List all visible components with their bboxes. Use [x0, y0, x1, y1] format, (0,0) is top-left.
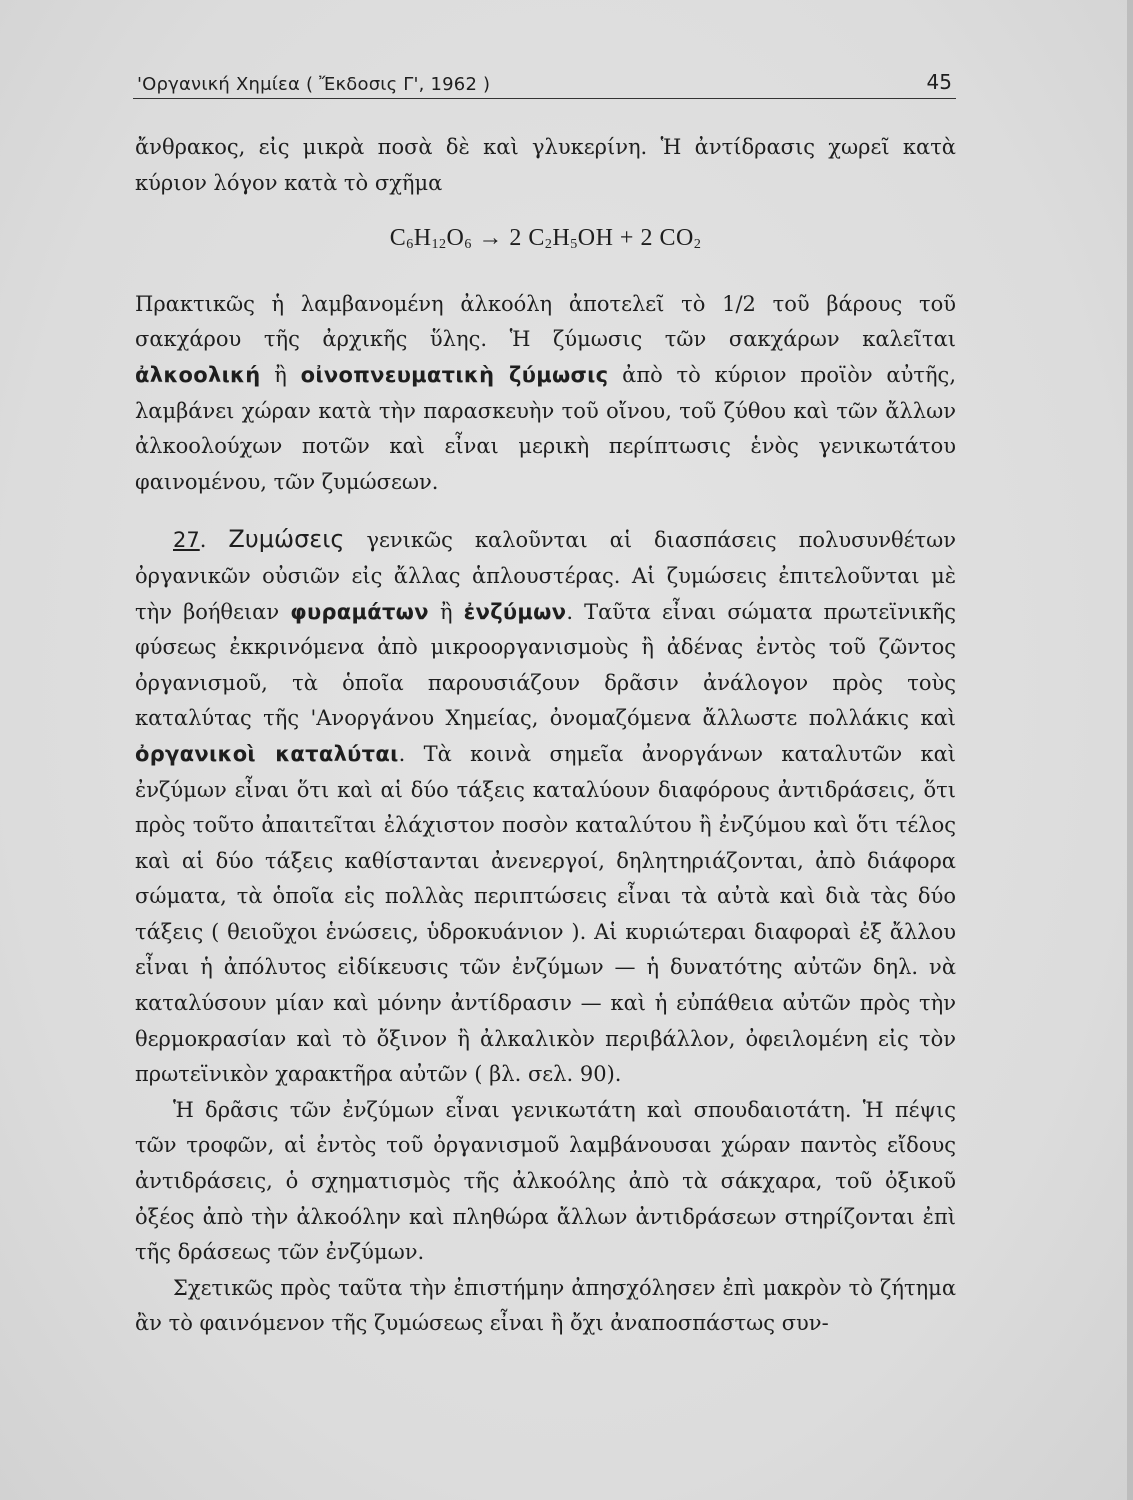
eq-oh: OH — [577, 225, 614, 252]
section-title: Ζυμώσεις — [228, 525, 345, 554]
bold-term: ὀργανικοὶ καταλύται — [135, 741, 399, 766]
text-run: ἢ — [260, 362, 301, 387]
section-dot: . — [199, 528, 229, 553]
paragraph-4: Ἡ δρᾶσις τῶν ἐνζύμων εἶναι γενικωτάτη καὶ σπουδαιοτάτη. Ἡ πέψις τῶν τροφῶν, αἱ ἐντὸς τοῦ ὀργανισμοῦ λαμβάνουσαι χώραν παντὸς εἴδους ἀντιδράσεις, ὁ σχηματισμὸς τῆς ἀλκοόλης ἀπὸ τὰ σάκχαρα, τοῦ ὀξικοῦ ὀξέος ἀπὸ τὴν ἀλκοόλην καὶ πληθώρα ἄλλων ἀντιδράσεων στηρίζονται ἐπὶ τῆς δράσεως τῶν ἐνζύμων. — [135, 1097, 956, 1265]
eq-sub: 6 — [406, 237, 414, 253]
eq-co: CO — [659, 225, 694, 252]
eq-plus: + 2 — [613, 225, 660, 252]
page-number: 45 — [926, 70, 952, 94]
chemical-equation — [135, 221, 956, 263]
bold-term: ἐνζύμων — [463, 599, 567, 624]
eq-c: C — [528, 225, 545, 252]
eq-sub: 12 — [431, 237, 447, 253]
page-header — [133, 68, 956, 99]
text-run: Πρακτικῶς ἡ λαμβανομένη ἀλκοόλη ἀποτελεῖ τὸ 1/2 τοῦ βάρους τοῦ σακχάρου τῆς ἀρχικῆς ὕλης. Ἡ ζύμωσις τῶν σακχάρων καλεῖται — [135, 291, 956, 352]
text-run: . Ταῦτα εἶναι σώματα πρωτεϊνικῆς φύσεως ἐκκρινόμενα ἀπὸ μικροοργανισμοὺς ἢ ἀδένας ἐντὸς τοῦ ζῶντος ὀργανισμοῦ, τὰ ὁποῖα παρουσιάζουν δρᾶσιν ἀνάλογον πρὸς τοὺς καταλύτας τῆς 'Ανοργάνου Χημείας, ὀνομαζόμενα ἄλλωστε πολλάκις καὶ — [135, 599, 956, 731]
paragraph-1: ἄνθρακος, εἰς μικρὰ ποσὰ δὲ καὶ γλυκερίνη. Ἡ ἀντίδρασις χωρεῖ κατὰ κύριον λόγον κατὰ τὸ σχῆμα — [135, 135, 956, 195]
eq-h: H — [413, 225, 432, 252]
eq-o: O — [446, 225, 465, 252]
eq-sub: 2 — [693, 237, 702, 253]
paragraph-5: Σχετικῶς πρὸς ταῦτα τὴν ἐπιστήμην ἀπησχόλησεν ἐπὶ μακρὸν τὸ ζήτημα ἂν τὸ φαινόμενον τῆς ζυμώσεως εἶναι ἢ ὄχι ἀναποσπάστως συν- — [135, 1275, 956, 1336]
eq-arrow: → 2 — [471, 225, 529, 252]
bold-term: φυραμάτων — [290, 599, 429, 624]
bold-term: οἰνοπνευματικὴ ζύμωσις — [300, 362, 609, 387]
paragraph-2 — [135, 287, 956, 501]
section-27-paragraph — [135, 522, 956, 1093]
section-number: 27 — [173, 528, 200, 553]
text-run: . Τὰ κοινὰ σημεῖα ἀνοργάνων καταλυτῶν καὶ ἐνζύμων εἶναι ὅτι καὶ αἱ δύο τάξεις καταλύουν διαφόρους ἀντιδράσεις, ὅτι πρὸς τοῦτο ἀπαιτεῖται ἐλάχιστον ποσὸν καταλύτου ἢ ἐνζύμου καὶ ὅτι τέλος καὶ αἱ δύο τάξεις καθίστανται ἀνενεργοί, δηλητηριάζονται, ἀπὸ διάφορα σώματα, τὰ ὁποῖα εἰς πολλὰς περιπτώσεις εἶναι τὰ αὐτὰ καὶ διὰ τὰς δύο τάξεις ( θειοῦχοι ἑνώσεις, ὑδροκυάνιον ). Αἱ κυριώτεραι διαφοραὶ ἐξ ἄλλου εἶναι ἡ ἀπόλυτος εἰδίκευσις τῶν ἐνζύμων — ἡ δυνατότης αὐτῶν δηλ. νὰ καταλύσουν μίαν καὶ μόνην ἀντίδρασιν — καὶ ἡ εὐπάθεια αὐτῶν πρὸς τὴν θερμοκρασίαν καὶ τὸ ὄξινον ἢ ἀλκαλικὸν περιβάλλον, ὀφειλομένη εἰς τὸν πρωτεϊνικὸν χαρακτῆρα αὐτῶν ( βλ. σελ. 90). — [135, 741, 956, 1087]
text-run: γενικῶς καλοῦνται αἱ διασπάσεις πολυσυνθέτων ὀργανικῶν οὐσιῶν εἰς ἄλλας ἁπλουστέρας. Αἱ ζυμώσεις ἐπιτελοῦνται μὲ τὴν βοήθειαν — [135, 528, 957, 624]
eq-h: H — [552, 225, 571, 252]
running-title: 'Οργανική Χημίεα ( Ἔκδοσις Γ', 1962 ) — [137, 74, 491, 95]
eq-c: C — [389, 225, 407, 252]
body-text — [135, 130, 956, 1342]
text-run: ἢ — [428, 599, 464, 624]
text-run: ἀπὸ τὸ κύριον προϊὸν αὐτῆς, λαμβάνει χώραν κατὰ τὴν παρασκευὴν τοῦ οἴνου, τοῦ ζύθου καὶ τῶν ἄλλων ἀλκοολούχων ποτῶν καὶ εἶναι μερικὴ περίπτωσις ἑνὸς γενικωτάτου φαινομένου, τῶν ζυμώσεων. — [135, 362, 956, 494]
eq-sub: 6 — [464, 237, 472, 253]
eq-sub: 5 — [570, 237, 578, 253]
eq-sub: 2 — [544, 237, 553, 253]
bold-term: ἀλκοολική — [135, 362, 261, 387]
